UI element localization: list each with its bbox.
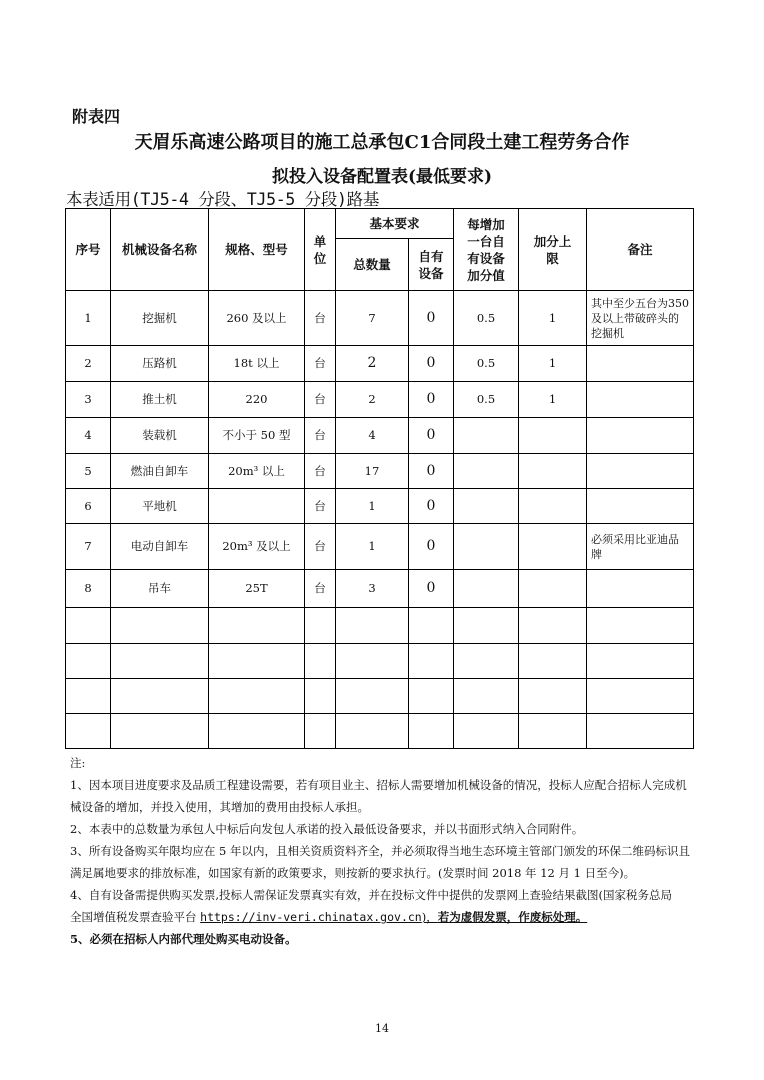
cell-unit: 台 xyxy=(305,346,336,382)
cell-unit: 台 xyxy=(305,489,336,524)
note-4b-line xyxy=(70,906,700,928)
appendix-label: 附表四 xyxy=(72,107,121,126)
verification-link[interactable]: https://inv-veri.chinatax.gov.cn xyxy=(200,910,422,924)
note-1a: 1、因本项目进度要求及品质工程建设需要，若有项目业主、招标人需要增加机械设备的情况，投标人应配合招标人完成机 xyxy=(70,778,687,792)
cell-remark: 其中至少五台为350及以上带破碎头的挖掘机 xyxy=(587,291,694,346)
cell-add: 0.5 xyxy=(454,382,519,418)
table-row xyxy=(66,454,694,489)
cell-seq: 8 xyxy=(66,570,111,608)
cell-name: 吊车 xyxy=(111,570,209,608)
table-row xyxy=(66,382,694,418)
cell-spec: 18t 以上 xyxy=(209,346,305,382)
cell-spec: 260 及以上 xyxy=(209,291,305,346)
cell-own: 0 xyxy=(409,570,454,608)
cell-spec: 20m³ 以上 xyxy=(209,454,305,489)
cell-own: 0 xyxy=(409,524,454,570)
header-cap-l2: 限 xyxy=(546,250,559,266)
cell-spec: 20m³ 及以上 xyxy=(209,524,305,570)
cell-remark xyxy=(587,346,694,382)
table-row xyxy=(66,489,694,524)
header-own-l1: 自有 xyxy=(418,248,444,264)
table-row xyxy=(66,524,694,570)
note-1b: 械设备的增加，并投入使用，其增加的费用由投标人承担。 xyxy=(70,800,369,814)
header-unit xyxy=(305,209,336,291)
header-name: 机械设备名称 xyxy=(111,209,209,291)
cell-unit: 台 xyxy=(305,291,336,346)
note-3b: 满足属地要求的排放标准，如国家有新的政策要求，则按新的要求执行。(发票时间 2018 年 12 月 1 日至今)。 xyxy=(70,866,636,880)
table-row xyxy=(66,570,694,608)
cell-seq: 7 xyxy=(66,524,111,570)
cell-total: 17 xyxy=(336,454,409,489)
note-5: 5、必须在招标人内部代理处购买电动设备。 xyxy=(70,932,297,946)
note-4b: 全国增值税发票查验平台 xyxy=(70,910,201,924)
header-add-l1: 每增加 xyxy=(467,216,505,232)
cell-unit: 台 xyxy=(305,454,336,489)
empty-row xyxy=(66,644,694,679)
cell-cap xyxy=(519,489,587,524)
cell-remark xyxy=(587,454,694,489)
cell-cap xyxy=(519,454,587,489)
note-2: 2、本表中的总数量为承包人中标后向发包人承诺的投入最低设备要求，并以书面形式纳入合同附件。 xyxy=(70,822,584,836)
cell-cap xyxy=(519,570,587,608)
cell-add xyxy=(454,418,519,454)
header-add-l3: 有设备 xyxy=(467,250,505,266)
cell-add xyxy=(454,454,519,489)
empty-row xyxy=(66,608,694,644)
cell-remark xyxy=(587,418,694,454)
scope-line: 本表适用(TJ5-4 分段、TJ5-5 分段)路基 xyxy=(66,190,380,209)
cell-unit: 台 xyxy=(305,418,336,454)
note-4c: )， xyxy=(421,910,438,924)
header-unit-l1: 单 xyxy=(313,233,327,249)
cell-total: 2 xyxy=(336,346,409,382)
cell-total: 2 xyxy=(336,382,409,418)
cell-total: 4 xyxy=(336,418,409,454)
table-row xyxy=(66,291,694,346)
cell-total: 7 xyxy=(336,291,409,346)
cell-own: 0 xyxy=(409,291,454,346)
cell-add: 0.5 xyxy=(454,291,519,346)
cell-spec xyxy=(209,489,305,524)
header-unit-l2: 位 xyxy=(313,250,327,266)
equipment-table xyxy=(65,208,694,749)
cell-cap xyxy=(519,524,587,570)
cell-name: 燃油自卸车 xyxy=(111,454,209,489)
note-4-bold: 若为虚假发票，作废标处理。 xyxy=(437,910,588,924)
note-3a: 3、所有设备购买年限均应在 5 年以内，且相关资质资料齐全，并必须取得当地生态环境主管部门颁发的环保二维码标识且 xyxy=(70,844,690,858)
cell-spec: 220 xyxy=(209,382,305,418)
cell-remark: 必须采用比亚迪品牌 xyxy=(587,524,694,570)
header-spec: 规格、型号 xyxy=(209,209,305,291)
cell-unit: 台 xyxy=(305,524,336,570)
cell-add xyxy=(454,570,519,608)
cell-seq: 2 xyxy=(66,346,111,382)
header-cap-l1: 加分上 xyxy=(533,233,572,249)
cell-name: 压路机 xyxy=(111,346,209,382)
header-own-l2: 设备 xyxy=(418,265,444,281)
header-add-l4: 加分值 xyxy=(467,267,505,283)
cell-cap: 1 xyxy=(519,346,587,382)
cell-seq: 5 xyxy=(66,454,111,489)
cell-name: 装载机 xyxy=(111,418,209,454)
cell-add xyxy=(454,524,519,570)
cell-cap: 1 xyxy=(519,382,587,418)
header-own xyxy=(409,239,454,291)
header-row xyxy=(66,209,694,239)
cell-total: 3 xyxy=(336,570,409,608)
note-4a: 4、自有设备需提供购买发票,投标人需保证发票真实有效，并在投标文件中提供的发票网上查验结果截图(国家税务总局 xyxy=(70,888,672,902)
cell-own: 0 xyxy=(409,346,454,382)
cell-seq: 6 xyxy=(66,489,111,524)
cell-own: 0 xyxy=(409,382,454,418)
cell-total: 1 xyxy=(336,489,409,524)
cell-own: 0 xyxy=(409,489,454,524)
notes-label: 注: xyxy=(70,756,86,770)
header-basic: 基本要求 xyxy=(336,209,454,239)
cell-seq: 4 xyxy=(66,418,111,454)
cell-cap: 1 xyxy=(519,291,587,346)
cell-remark xyxy=(587,489,694,524)
cell-name: 平地机 xyxy=(111,489,209,524)
cell-name: 挖掘机 xyxy=(111,291,209,346)
cell-own: 0 xyxy=(409,454,454,489)
cell-remark xyxy=(587,382,694,418)
cell-seq: 3 xyxy=(66,382,111,418)
cell-name: 推土机 xyxy=(111,382,209,418)
cell-spec: 25T xyxy=(209,570,305,608)
cell-total: 1 xyxy=(336,524,409,570)
header-remark: 备注 xyxy=(587,209,694,291)
cell-remark xyxy=(587,570,694,608)
header-add-l2: 一台自 xyxy=(467,233,505,249)
page-number: 14 xyxy=(375,1022,389,1035)
cell-unit: 台 xyxy=(305,570,336,608)
cell-add xyxy=(454,489,519,524)
document-title: 天眉乐高速公路项目的施工总承包C1合同段土建工程劳务合作 xyxy=(134,132,630,153)
cell-unit: 台 xyxy=(305,382,336,418)
empty-row xyxy=(66,714,694,749)
header-total: 总数量 xyxy=(336,239,409,291)
header-cap xyxy=(519,209,587,291)
cell-add: 0.5 xyxy=(454,346,519,382)
document-subtitle: 拟投入设备配置表(最低要求) xyxy=(271,167,493,187)
notes-section xyxy=(70,752,700,950)
cell-spec: 不小于 50 型 xyxy=(209,418,305,454)
header-add xyxy=(454,209,519,291)
cell-own: 0 xyxy=(409,418,454,454)
cell-seq: 1 xyxy=(66,291,111,346)
empty-row xyxy=(66,679,694,714)
table-row xyxy=(66,418,694,454)
table-row xyxy=(66,346,694,382)
cell-cap xyxy=(519,418,587,454)
cell-name: 电动自卸车 xyxy=(111,524,209,570)
header-seq: 序号 xyxy=(66,209,111,291)
